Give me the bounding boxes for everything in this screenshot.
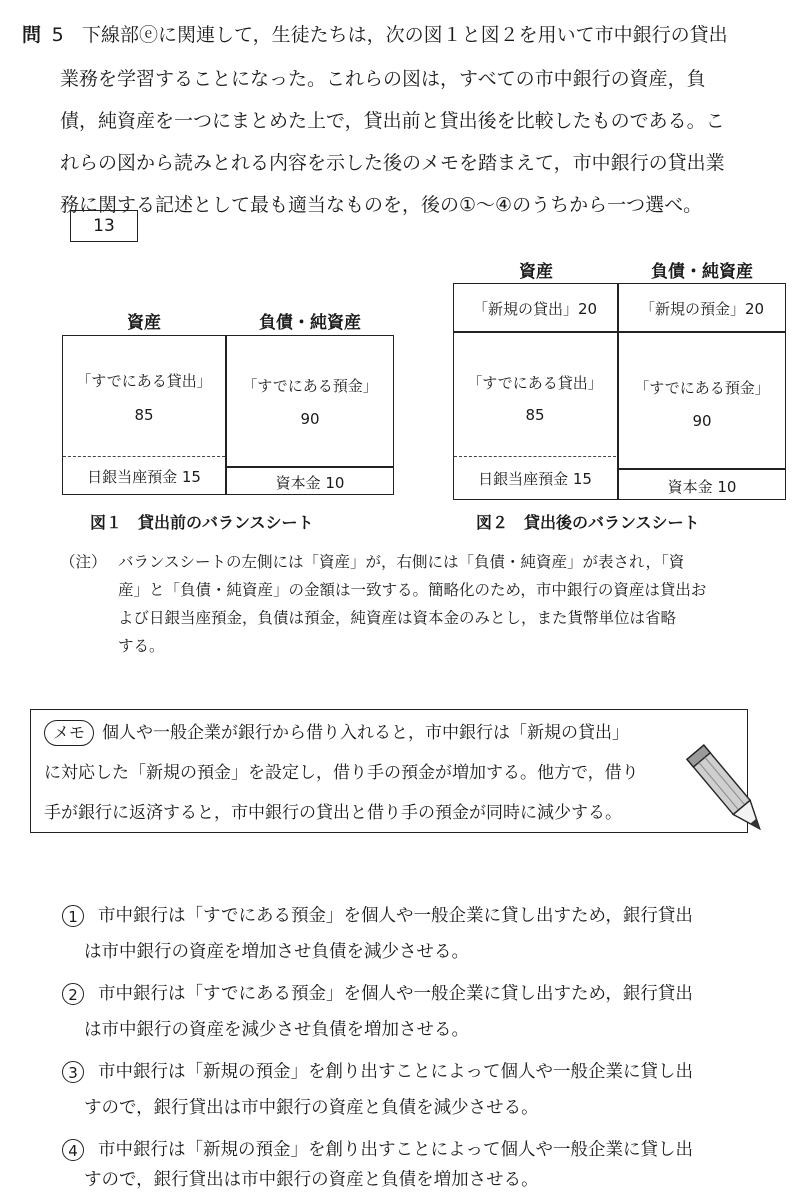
fig2-header-assets: 資産 <box>519 262 553 282</box>
choice-2-line-1[interactable]: 2 市中銀行は「すでにある預金」を個人や一般企業に貸し出すため，銀行貸出 <box>62 976 693 1012</box>
fig2-new-row-divider <box>453 331 786 333</box>
choice-1-line-1[interactable]: 1 市中銀行は「すでにある預金」を個人や一般企業に貸し出すため，銀行貸出 <box>62 898 693 934</box>
fig2-new-loans: 「新規の貸出」20 <box>472 300 598 318</box>
choice-3-line-2: すので，銀行貸出は市中銀行の資産と負債を減少させる。 <box>84 1098 539 1118</box>
fig1-existing-deposits-label: 「すでにある預金」 <box>242 377 378 395</box>
fig1-existing-deposits-value: 90 <box>300 410 320 428</box>
fig2-existing-loans-label: 「すでにある貸出」 <box>467 374 603 392</box>
fig2-capital: 資本金 10 <box>667 478 737 496</box>
pencil-icon <box>680 740 780 850</box>
choice-1-number: 1 <box>62 905 84 927</box>
fig2-caption: 図２ 貸出後のバランスシート <box>476 513 700 532</box>
choice-2-number: 2 <box>62 983 84 1005</box>
note-line-1: バランスシートの左側には「資産」が，右側には「負債・純資産」が表され，「資 <box>118 553 685 571</box>
memo-line-3: 手が銀行に返済すると，市中銀行の貸出と借り手の預金が同時に減少する。 <box>44 803 622 823</box>
fig2-existing-loans-value: 85 <box>525 406 545 424</box>
choice-2-line-2: は市中銀行の資産を減少させ負債を増加させる。 <box>84 1020 469 1040</box>
note-line-4: する。 <box>118 637 165 655</box>
fig2-boj-deposit: 日銀当座預金 15 <box>478 470 592 488</box>
choice-3-number: 3 <box>62 1061 84 1083</box>
fig1-capital-divider <box>226 466 394 468</box>
fig1-caption: 図１ 貸出前のバランスシート <box>90 513 314 532</box>
fig1-existing-loans-value: 85 <box>134 406 154 424</box>
fig1-existing-loans-label: 「すでにある貸出」 <box>76 372 212 390</box>
memo-line-2: に対応した「新規の預金」を設定し，借り手の預金が増加する。他方で，借り <box>44 763 639 783</box>
choice-3-line-1[interactable]: 3 市中銀行は「新規の預金」を創り出すことによって個人や一般企業に貸し出 <box>62 1054 693 1090</box>
question-line-2: 業務を学習することになった。これらの図は，すべての市中銀行の資産，負 <box>60 68 706 90</box>
fig2-header-liabilities: 負債・純資産 <box>651 262 753 282</box>
fig2-capital-divider <box>618 468 786 470</box>
fig1-capital: 資本金 10 <box>275 474 345 492</box>
note-line-3: よび日銀当座預金，負債は預金，純資産は資本金のみとし，また貨幣単位は省略 <box>118 609 677 627</box>
answer-box[interactable]: 13 <box>70 210 138 242</box>
question-line-4: れらの図から読みとれる内容を示した後のメモを踏まえて，市中銀行の貸出業 <box>60 152 725 174</box>
fig2-new-deposits: 「新規の預金」20 <box>639 300 765 318</box>
choice-4-number: 4 <box>62 1139 84 1161</box>
question-line-3: 債，純資産を一つにまとめた上で，貸出前と貸出後を比較したものである。こ <box>60 110 725 132</box>
memo-line-1: メモ 個人や一般企業が銀行から借り入れると，市中銀行は「新規の貸出」 <box>44 714 629 752</box>
question-line-5: 務に関する記述として最も適当なものを，後の①～④のうちから一つ選べ。 <box>60 194 703 216</box>
fig2-existing-deposits-label: 「すでにある預金」 <box>634 379 770 397</box>
memo-tag: メモ <box>44 720 94 746</box>
question-line-1: 下線部ⓔに関連して，生徒たちは，次の図１と図２を用いて市中銀行の貸出 <box>82 24 728 46</box>
fig1-header-assets: 資産 <box>127 313 161 333</box>
choice-4-line-1[interactable]: 4 市中銀行は「新規の預金」を創り出すことによって個人や一般企業に貸し出 <box>62 1132 693 1168</box>
fig2-existing-deposits-value: 90 <box>692 412 712 430</box>
question-label: 問 5 <box>22 24 64 46</box>
note-line-2: 産」と「負債・純資産」の金額は一致する。簡略化のため，市中銀行の資産は貸出お <box>118 581 707 599</box>
fig1-dashed-divider <box>63 456 225 457</box>
fig1-boj-deposit: 日銀当座預金 15 <box>87 468 201 486</box>
fig2-dashed-divider <box>454 456 616 457</box>
choice-4-line-2: すので，銀行貸出は市中銀行の資産と負債を増加させる。 <box>84 1170 539 1190</box>
choice-1-line-2: は市中銀行の資産を増加させ負債を減少させる。 <box>84 942 469 962</box>
note-label: （注） <box>60 553 107 571</box>
fig1-header-liabilities: 負債・純資産 <box>259 313 361 333</box>
